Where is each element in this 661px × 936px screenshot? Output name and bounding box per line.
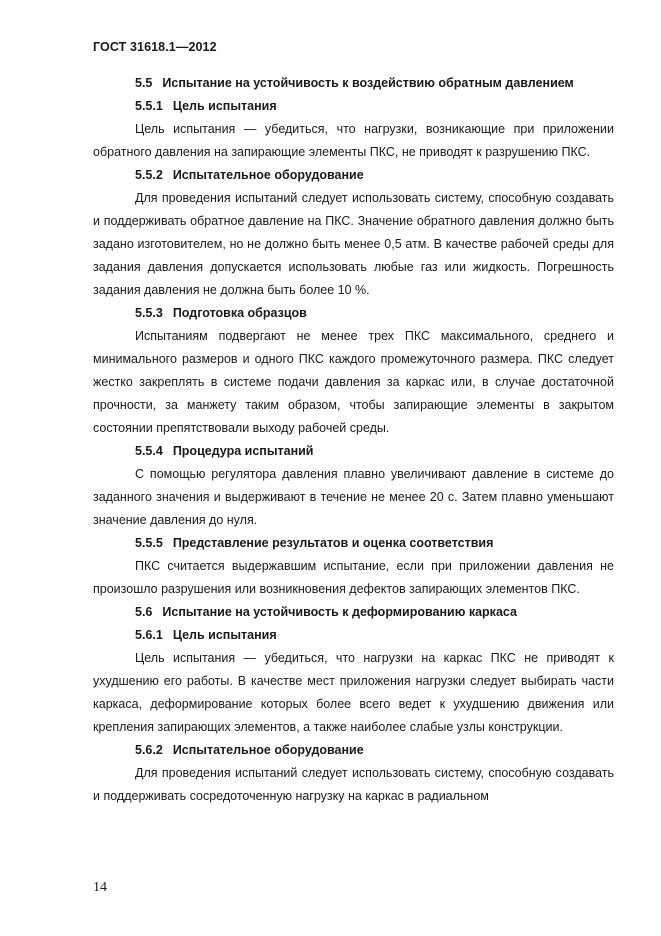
section-title: Испытательное оборудование xyxy=(172,743,364,757)
section-heading xyxy=(93,624,614,647)
section-number: 5.6.1 xyxy=(135,628,163,642)
section-number: 5.5.5 xyxy=(135,536,163,550)
section-title: Подготовка образцов xyxy=(172,306,307,320)
paragraph: Для проведения испытаний следует использовать систему, способную создавать и поддерживать обратное давление на ПКС. Значение обратного давления должно быть задано изготовителем, но не должно быть менее 0,5 атм. В качестве рабочей среды для задания давления допускается использовать любые газ или жидкость. Погрешность задания давления не должна быть более 10 %. xyxy=(93,191,614,297)
document-body xyxy=(93,72,614,808)
section-heading xyxy=(93,95,614,118)
section-title: Испытание на устойчивость к воздействию обратным давлением xyxy=(162,76,574,90)
paragraph: С помощью регулятора давления плавно увеличивают давление в системе до заданного значения и выдерживают в течение не менее 20 с. Затем плавно уменьшают значение давления до нуля. xyxy=(93,467,614,527)
section-title: Представление результатов и оценка соответствия xyxy=(172,536,494,550)
section-heading xyxy=(93,440,614,463)
section-title: Испытание на устойчивость к деформированию каркаса xyxy=(162,605,517,619)
paragraph: Цель испытания — убедиться, что нагрузки, возникающие при приложении обратного давления на запирающие элементы ПКС, не приводят к разрушению ПКС. xyxy=(93,122,614,159)
section-heading xyxy=(93,739,614,762)
section-number: 5.6 xyxy=(135,605,153,619)
section-number: 5.5.3 xyxy=(135,306,163,320)
paragraph: ПКС считается выдержавшим испытание, если при приложении давления не произошло разрушения или возникновения дефектов запирающих элементов ПКС. xyxy=(93,559,614,596)
section-heading xyxy=(93,601,614,624)
section-number: 5.6.2 xyxy=(135,743,163,757)
section-number: 5.5.1 xyxy=(135,99,163,113)
section-number: 5.5 xyxy=(135,76,153,90)
paragraph: Для проведения испытаний следует использовать систему, способную создавать и поддерживать сосредоточенную нагрузку на каркас в радиальном xyxy=(93,766,614,803)
section-number: 5.5.4 xyxy=(135,444,163,458)
section-title: Цель испытания xyxy=(172,99,277,113)
page-number: 14 xyxy=(93,880,107,895)
section-number: 5.5.2 xyxy=(135,168,163,182)
section-title: Процедура испытаний xyxy=(172,444,314,458)
section-title: Испытательное оборудование xyxy=(172,168,364,182)
section-heading xyxy=(93,72,614,95)
section-heading xyxy=(93,164,614,187)
paragraph: Цель испытания — убедиться, что нагрузки на каркас ПКС не приводят к ухудшению его работы. В качестве мест приложения нагрузки следует выбирать части каркаса, деформирование которых более всего ведет к ухудшению движения или крепления запирающих элементов, а также наиболее слабые узлы конструкции. xyxy=(93,651,614,734)
section-heading xyxy=(93,532,614,555)
section-title: Цель испытания xyxy=(172,628,277,642)
section-heading xyxy=(93,302,614,325)
document-header: ГОСТ 31618.1—2012 xyxy=(93,40,217,54)
paragraph: Испытаниям подвергают не менее трех ПКС максимального, среднего и минимального размеров и одного ПКС каждого промежуточного размера. ПКС следует жестко закреплять в системе подачи давления за каркас или, в случае достаточной прочности, за манжету таким образом, чтобы запирающие элементы в закрытом состоянии препятствовали выходу рабочей среды. xyxy=(93,329,614,435)
